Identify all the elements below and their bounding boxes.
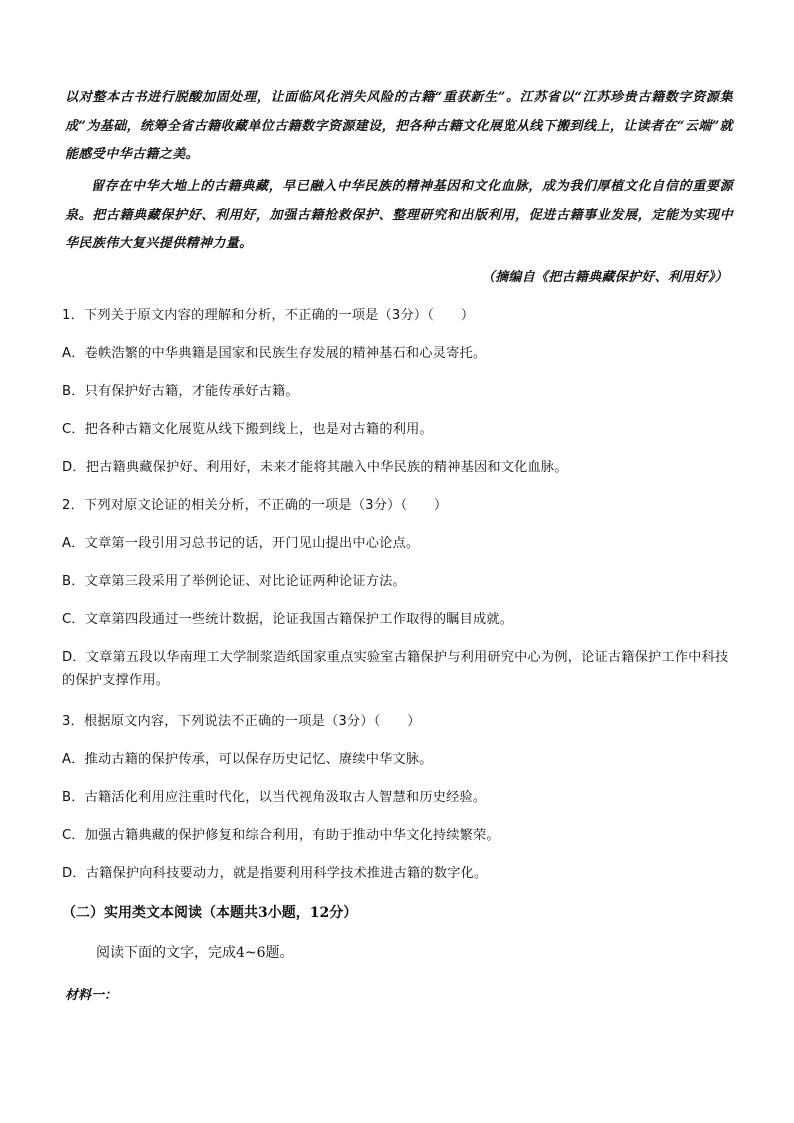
material-label: 材料一： — [65, 988, 118, 1003]
question-1-option-a: A．卷帙浩繁的中华典籍是国家和民族生存发展的精神基石和心灵寄托。 — [62, 346, 487, 361]
question-2-option-d: D．文章第五段以华南理工大学制浆造纸国家重点实验室古籍保护与利用研究中心为例，论证古籍保护工作中科技的保护支撑作用。 — [62, 650, 729, 688]
passage-paragraph-2: 留存在中华大地上的古籍典藏，早已融入中华民族的精神基因和文化血脉，成为我们厚植文化自信的重要源泉。把古籍典藏保护好、利用好，加强古籍抢救保护、整理研究和出版利用，促进古籍事业发展，定能为实现中华民族伟大复兴提供精神力量。 — [65, 179, 733, 251]
question-1-stem: 1．下列关于原文内容的理解和分析，不正确的一项是（3分）（ ） — [62, 308, 475, 323]
section-heading: （二）实用类文本阅读（本题共3小题，12分） — [62, 905, 358, 921]
passage-source: （摘编自《把古籍典藏保护好、利用好》） — [481, 270, 728, 285]
question-3-option-d: D．古籍保护向科技要动力，就是指要利用科学技术推进古籍的数字化。 — [62, 866, 488, 881]
question-2-option-b: B．文章第三段采用了举例论证、对比论证两种论证方法。 — [62, 574, 406, 589]
question-3-option-b: B．古籍活化利用应注重时代化，以当代视角汲取古人智慧和历史经验。 — [62, 790, 487, 805]
question-1-option-b: B．只有保护好古籍，才能传承好古籍。 — [62, 384, 299, 399]
question-3-option-c: C．加强古籍典藏的保护修复和综合利用，有助于推动中华文化持续繁荣。 — [62, 828, 500, 843]
question-1-option-d: D．把古籍典藏保护好、利用好，未来才能将其融入中华民族的精神基因和文化血脉。 — [62, 460, 568, 475]
question-3-option-a: A．推动古籍的保护传承，可以保存历史记忆、赓续中华文脉。 — [62, 752, 433, 767]
question-1-option-c: C．把各种古籍文化展览从线下搬到线上，也是对古籍的利用。 — [62, 422, 433, 437]
question-2-option-a: A．文章第一段引用习总书记的话，开门见山提出中心论点。 — [62, 536, 420, 551]
passage-paragraph-1: 以对整本古书进行脱酸加固处理，让面临风化消失风险的古籍“重获新生”。江苏省以“江苏珍贵古籍数字资源集成”为基础，统筹全省古籍收藏单位古籍数字资源建设，把各种古籍文化展览从线下搬到线上，让读者在“云端”就能感受中华古籍之美。 — [65, 90, 733, 162]
question-3-stem: 3．根据原文内容，下列说法不正确的一项是（3分）（ ） — [62, 714, 421, 729]
section-instruction: 阅读下面的文字，完成4~6题。 — [96, 945, 294, 961]
question-2-stem: 2．下列对原文论证的相关分析，不正确的一项是（3分）（ ） — [62, 498, 448, 513]
question-2-option-c: C．文章第四段通过一些统计数据，论证我国古籍保护工作取得的瞩目成就。 — [62, 612, 514, 627]
